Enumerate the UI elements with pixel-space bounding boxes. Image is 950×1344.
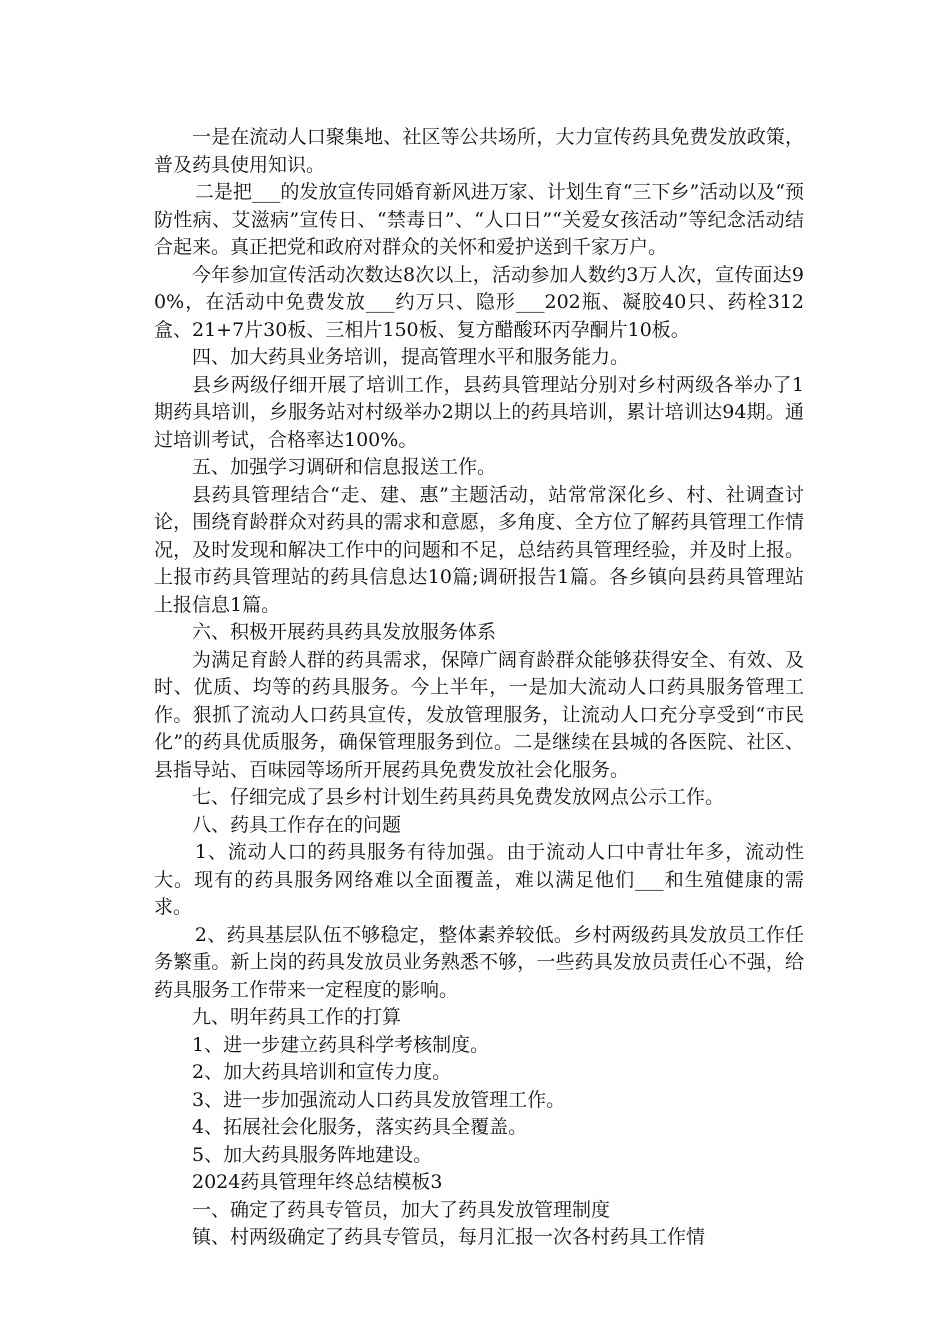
section-heading-7: 七、仔细完成了县乡村计划生药具药具免费发放网点公示工作。 (192, 786, 725, 808)
plan-item-4: 4、拓展社会化服务，落实药具全覆盖。 (192, 1116, 528, 1138)
section-heading-4: 四、加大药具业务培训，提高管理水平和服务能力。 (192, 346, 630, 368)
plan-item-2: 2、加大药具培训和宣传力度。 (192, 1061, 452, 1083)
section-heading-1b: 一、确定了药具专管员，加大了药具发放管理制度 (192, 1198, 611, 1221)
section-heading-8: 八、药具工作存在的问题 (192, 813, 402, 836)
paragraph-9: 为满足育龄人群的药具需求，保障广阔育龄群众能够获得安全、有效、及时、优质、均等的药具服务。今上半年，一是加大流动人口药具服务管理工作。狠抓了流动人口药具宣传，发放管理服务，让流动人口充分享受到“市民化”的药具优质服务，确保管理服务到位。二是继续在县城的各医院、社区、县指导站、百味园等场所开展药具免费发放社会化服务。 (154, 648, 804, 781)
plan-item-5: 5、加大药具服务阵地建设。 (192, 1143, 433, 1166)
template-title: 2024药具管理年终总结模板3 (192, 1171, 443, 1193)
section-heading-9: 九、明年药具工作的打算 (192, 1006, 402, 1028)
document-body (154, 124, 804, 1252)
paragraph-5: 县乡两级仔细开展了培训工作，县药具管理站分别对乡村两级各举办了1期药具培训，乡服务站对村级举办2期以上的药具培训，累计培训达94期。通过培训考试，合格率达100%。 (154, 373, 804, 451)
problem-item-1: 1、流动人口的药具服务有待加强。由于流动人口中青壮年多，流动性大。现有的药具服务网络难以全面覆盖，难以满足他们___和生殖健康的需求。 (154, 841, 804, 918)
section-heading-5: 五、加强学习调研和信息报送工作。 (192, 456, 497, 478)
paragraph-last: 镇、村两级确定了药具专管员，每月汇报一次各村药具工作情 (192, 1226, 706, 1248)
paragraph-7: 县药具管理结合“走、建、惠”主题活动，站常常深化乡、村、社调查讨论，围绕育龄群众对药具的需求和意愿，多角度、全方位了解药具管理工作情况，及时发现和解决工作中的问题和不足，总结药具管理经验，并及时上报。上报市药具管理站的药具信息达10篇;调研报告1篇。各乡镇向县药具管理站上报信息1篇。 (154, 483, 804, 616)
plan-item-1: 1、进一步建立药具科学考核制度。 (192, 1033, 490, 1056)
section-heading-6: 六、积极开展药具药具发放服务体系 (192, 621, 497, 643)
paragraph-1: 一是在流动人口聚集地、社区等公共场所，大力宣传药具免费发放政策，普及药具使用知识。 (154, 126, 804, 176)
problem-item-2: 2、药具基层队伍不够稳定，整体素养较低。乡村两级药具发放员工作任务繁重。新上岗的药具发放员业务熟悉不够，一些药具发放员责任心不强，给药具服务工作带来一定程度的影响。 (154, 923, 804, 1001)
paragraph-2: 二是把___的发放宣传同婚育新风进万家、计划生育“三下乡”活动以及“预防性病、艾滋病”宣传日、“禁毒日”、“人口日”“关爱女孩活动”等纪念活动结合起来。真正把党和政府对群众的关怀和爱护送到千家万户。 (154, 181, 804, 258)
plan-item-3: 3、进一步加强流动人口药具发放管理工作。 (192, 1088, 566, 1111)
paragraph-3: 今年参加宣传活动次数达8次以上，活动参加人数约3万人次，宣传面达90%，在活动中免费发放___约万只、隐形___202瓶、凝胶40只、药栓312盒、21+7片30板、三相片150板、复方醋酸环丙孕酮片10板。 (154, 263, 804, 341)
